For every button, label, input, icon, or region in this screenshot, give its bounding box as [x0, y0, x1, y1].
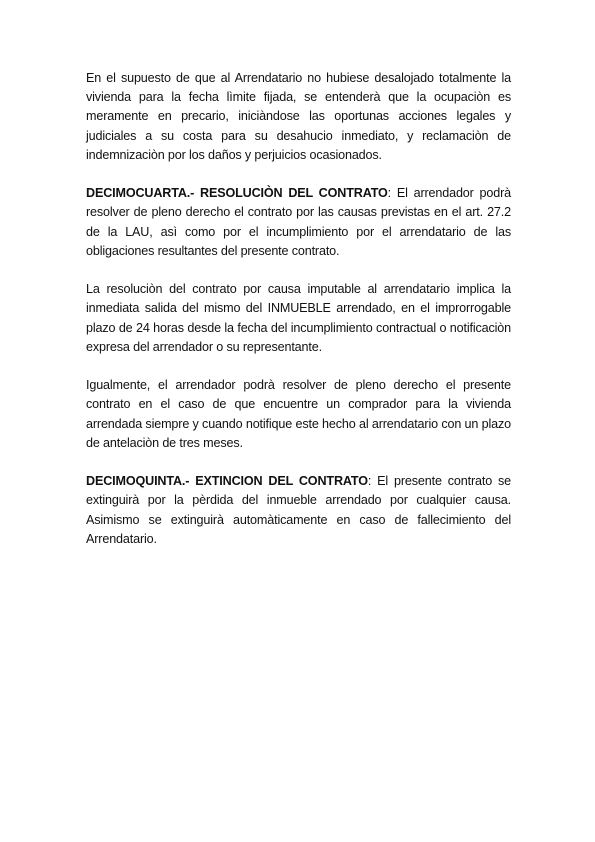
- paragraph-text: Igualmente, el arrendador podrà resolver de pleno derecho el presente contrato en el caso de que encuentre un comprador para la vivienda arrendada siempre y cuando notifique este hecho al arrendatario con un plazo de antelaciòn de tres meses.: [86, 378, 511, 450]
- clause-text: : El arrendador podrà resolver de pleno derecho el contrato por las causas previstas en el art. 27.2 de la LAU, asì como por el incumplimiento por el arrendatario de las obligaciones resultantes del presente contrato.: [86, 186, 511, 258]
- document-body: [86, 69, 511, 568]
- paragraph-text: En el supuesto de que al Arrendatario no hubiese desalojado totalmente la vivienda para la fecha lìmite fijada, se entenderà que la ocupaciòn es meramente en precario, iniciàndose las oportunas acciones legales y judiciales a su costa para su desahucio inmediato, y reclamaciòn de indemnizaciòn por los daños y perjuicios ocasionados.: [86, 71, 511, 162]
- clause-decimoquinta: [86, 472, 511, 549]
- paragraph-igualmente: [86, 376, 511, 453]
- clause-heading: DECIMOQUINTA.- EXTINCION DEL CONTRATO: [86, 474, 368, 489]
- clause-text: : El presente contrato se extinguirà por la pèrdida del inmueble arrendado por cualquier causa. Asimismo se extinguirà automàticamente en caso de fallecimiento del Arrendatario.: [86, 474, 511, 546]
- paragraph-desalojo: [86, 69, 511, 165]
- paragraph-text: La resoluciòn del contrato por causa imputable al arrendatario implica la inmediata salida del mismo del INMUEBLE arrendado, en el improrrogable plazo de 24 horas desde la fecha del incumplimiento contractual o notificaciòn expresa del arrendador o su representante.: [86, 282, 511, 354]
- clause-decimocuarta: [86, 184, 511, 261]
- paragraph-resolucion-causa: [86, 280, 511, 357]
- clause-heading: DECIMOCUARTA.- RESOLUCIÒN DEL CONTRATO: [86, 186, 388, 201]
